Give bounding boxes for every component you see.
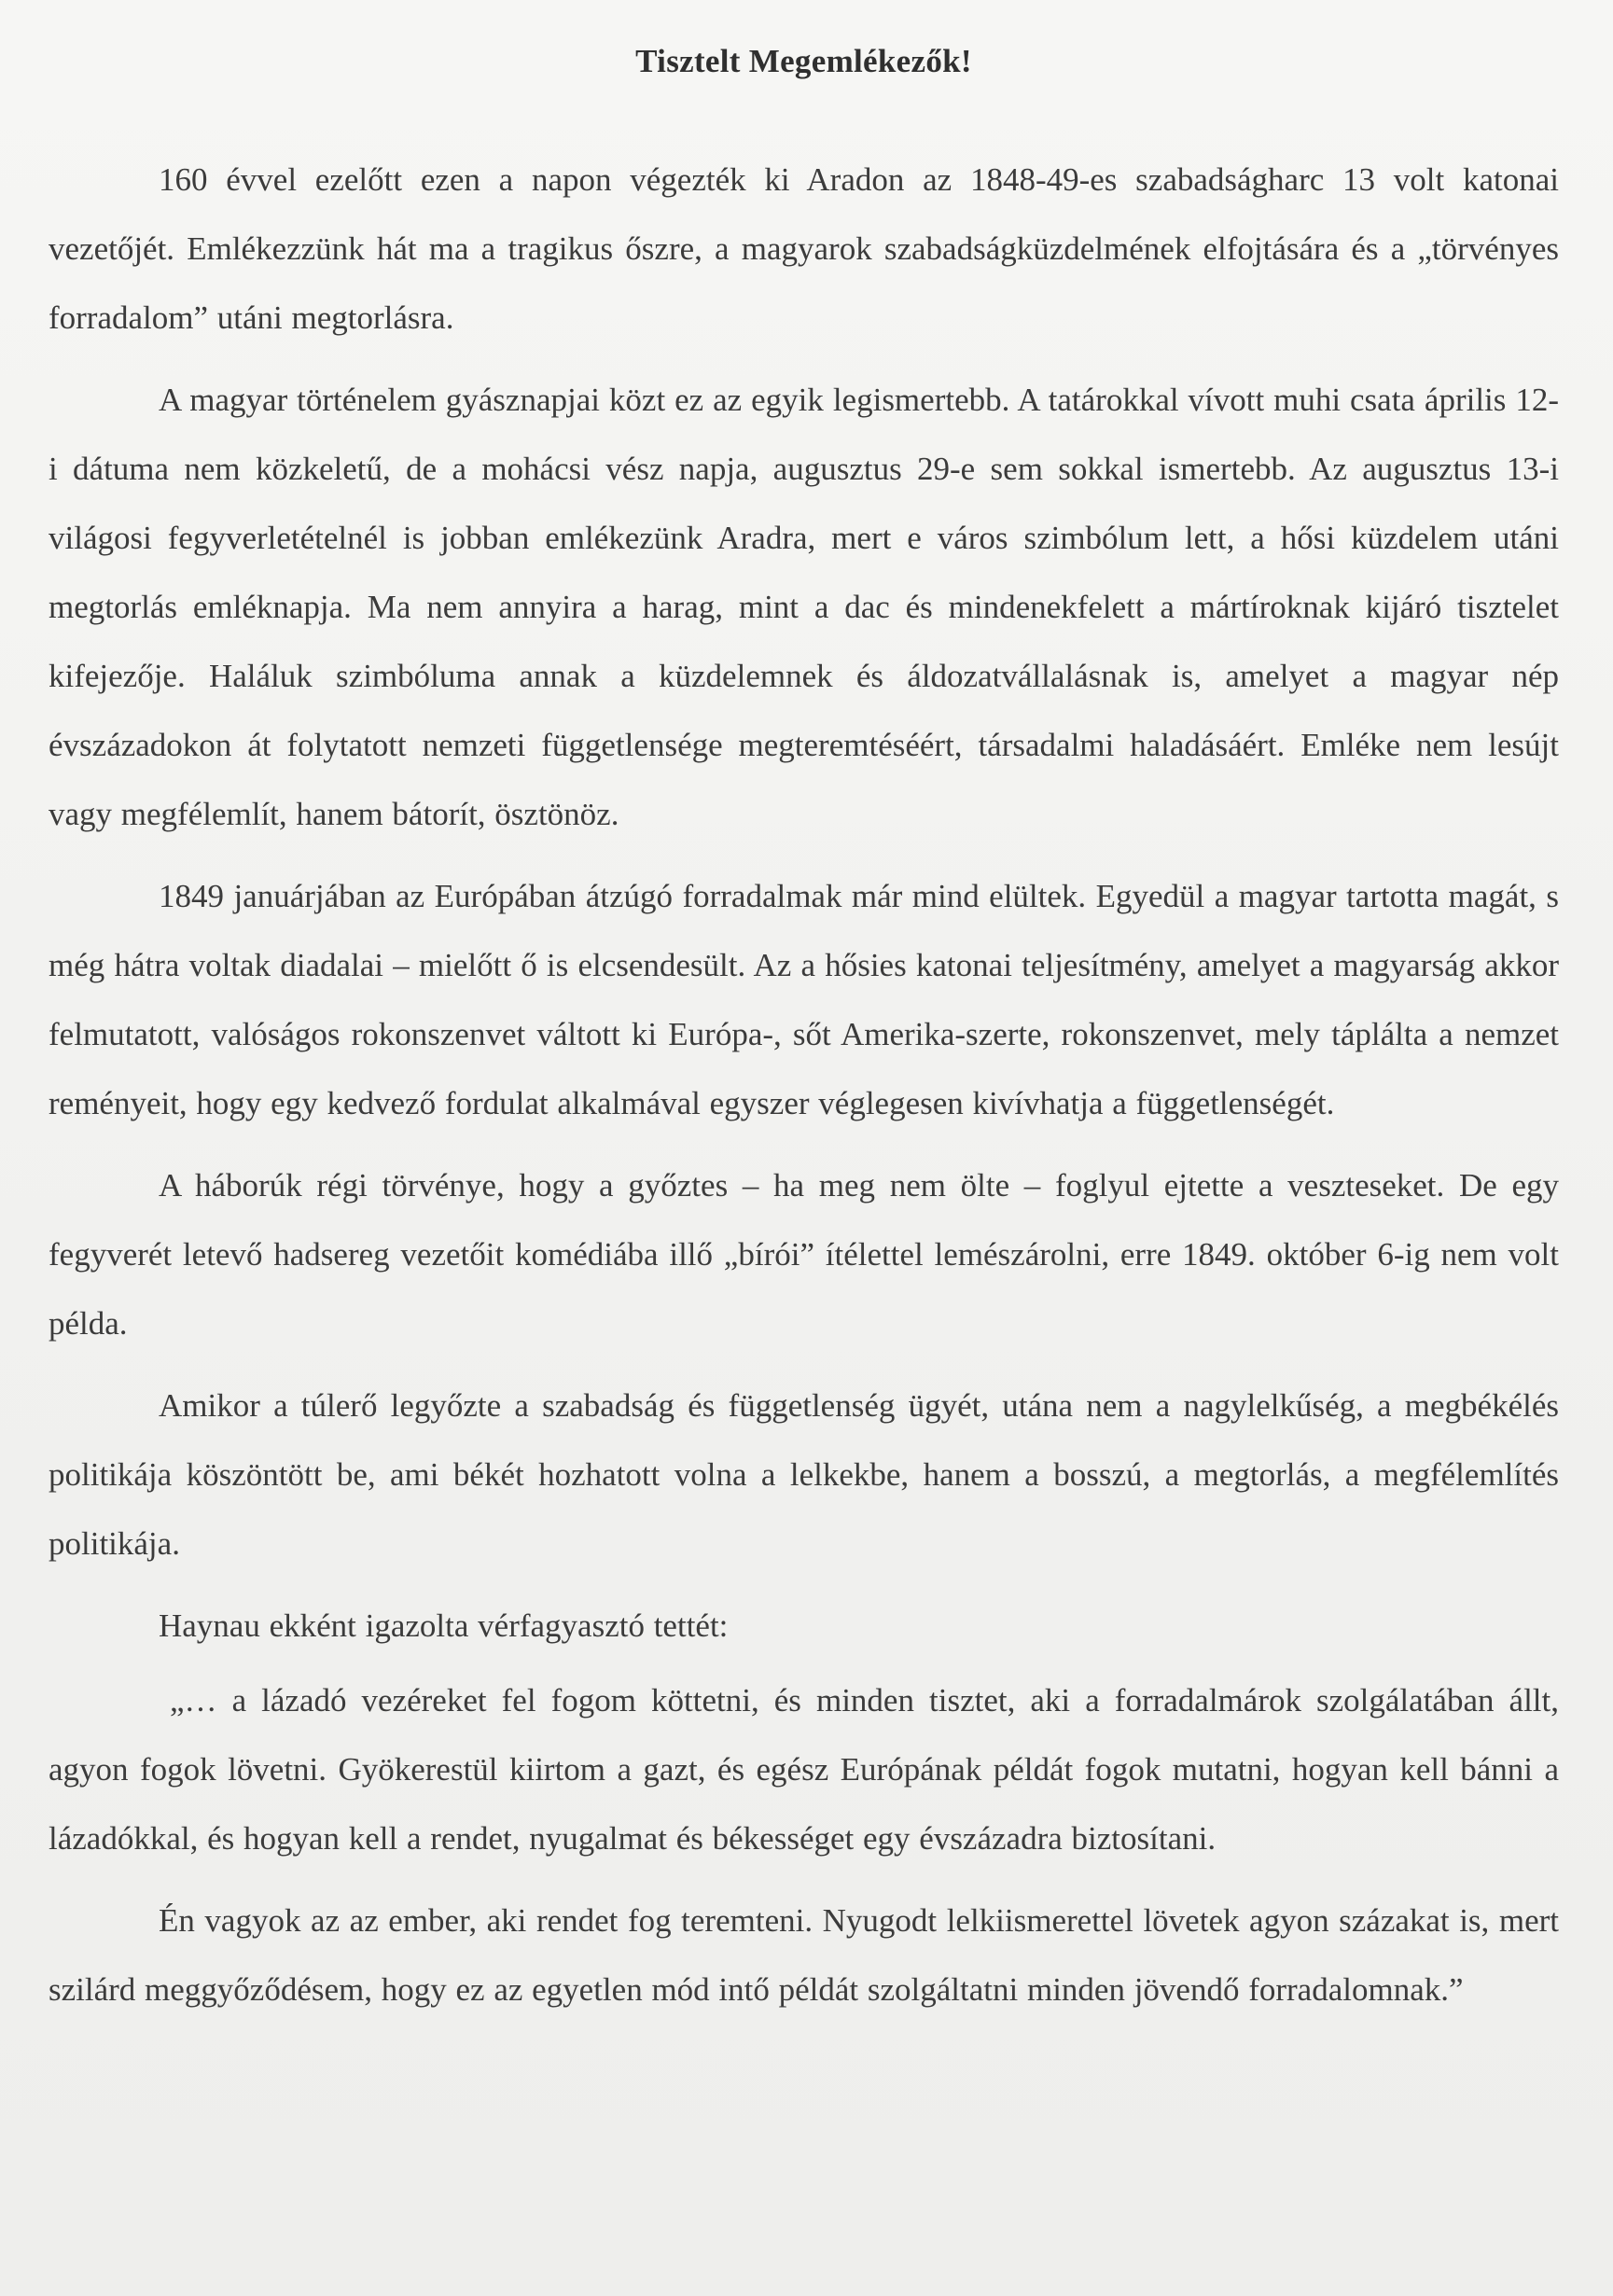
paragraph-haynau-intro: Haynau ekként igazolta vérfagyasztó tettét: (159, 1607, 729, 1644)
page-title: Tisztelt Megemlékezők! (635, 43, 972, 79)
paragraph-haynau-quote-1: „… a lázadó vezéreket fel fogom köttetni, és minden tisztet, aki a forradalmárok szolgálatában állt, agyon fogok lövetni. Gyökerestül kiirtom a gazt, és egész Európának példát fogok mutatni, hogyan kell bánni a lázadókkal, és hogyan kell a rendet, nyugalmat és békességet egy évszázadra biztosítani. (49, 1682, 1559, 1857)
paragraph-1849-revolutions: 1849 januárjában az Európában átzúgó forradalmak már mind elültek. Egyedül a magyar tartotta magát, s még hátra voltak diadalai – mielőtt ő is elcsendesült. Az a hősies katonai teljesítmény, amelyet a magyarság akkor felmutatott, valóságos rokonszenvet váltott ki Európa-, sőt Amerika-szerte, rokonszenvet, mely táplálta a nemzet reményeit, hogy egy kedvező fordulat alkalmával egyszer véglegesen kivívhatja a függetlenségét. (49, 878, 1559, 1121)
paragraph-mourning-days: A magyar történelem gyásznapjai közt ez az egyik legismertebb. A tatárokkal vívott muhi csata április 12-i dátuma nem közkeletű, de a mohácsi vész napja, augusztus 29-e sem sokkal ismertebb. Az augusztus 13-i világosi fegyverletételnél is jobban emlékezünk Aradra, mert e város szimbólum lett, a hősi küzdelem utáni megtorlás emléknapja. Ma nem annyira a harag, mint a dac és mindenekfelett a mártíroknak kijáró tisztelet kifejezője. Haláluk szimbóluma annak a küzdelemnek és áldozatvállalásnak is, amelyet a magyar nép évszázadokon át folytatott nemzeti függetlensége megteremtéséért, társadalmi haladásáért. Emléke nem lesújt vagy megfélemlít, hanem bátorít, ösztönöz. (49, 382, 1559, 832)
paragraph-intro: 160 évvel ezelőtt ezen a napon végezték ki Aradon az 1848-49-es szabadságharc 13 volt katonai vezetőjét. Emlékezzünk hát ma a tragikus őszre, a magyarok szabadságküzdelmének elfojtására és a „törvényes forradalom” utáni megtorlásra. (49, 161, 1559, 336)
paragraph-law-of-war: A háborúk régi törvénye, hogy a győztes – ha meg nem ölte – foglyul ejtette a veszteseket. De egy fegyverét letevő hadsereg vezetőit komédiába illő „bírói” ítélettel lemészárolni, erre 1849. október 6-ig nem volt példa. (49, 1167, 1559, 1342)
paragraph-revenge-politics: Amikor a túlerő legyőzte a szabadság és függetlenség ügyét, utána nem a nagylelkűség, a megbékélés politikája köszöntött be, ami békét hozhatott volna a lelkekbe, hanem a bosszú, a megtorlás, a megfélemlítés politikája. (49, 1387, 1559, 1562)
paragraph-haynau-quote-2: Én vagyok az az ember, aki rendet fog teremteni. Nyugodt lelkiismerettel lövetek agyon százakat is, mert szilárd meggyőződésem, hogy ez az egyetlen mód intő példát szolgáltatni minden jövendő forradalomnak.” (49, 1902, 1559, 2008)
